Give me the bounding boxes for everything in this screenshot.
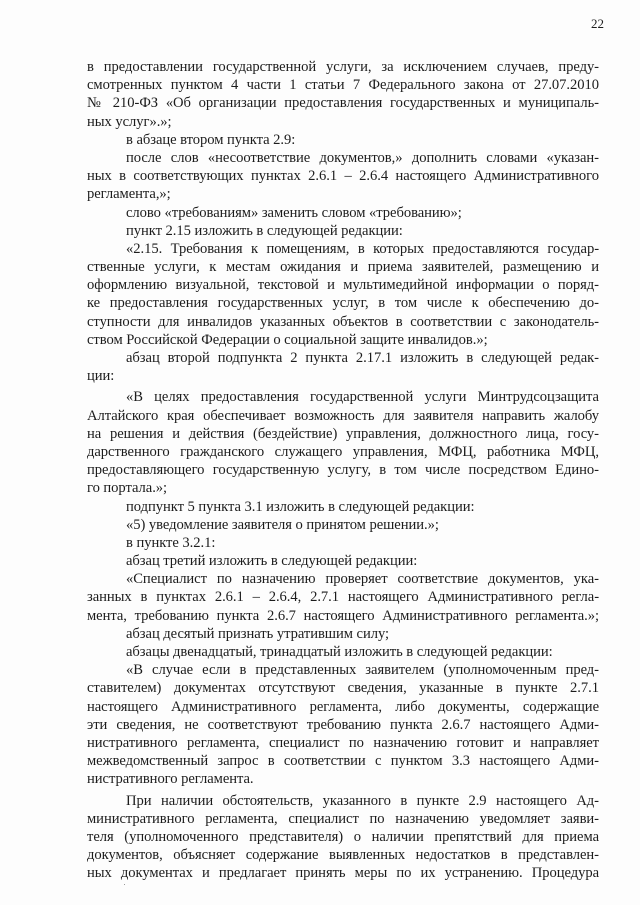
text-line: ных документах и предлагает принять меры по их устранению. Процедура: [87, 865, 599, 882]
text-line: межведомственный запрос в соответствии с пунктом 3.3 настоящего Адми-: [87, 753, 599, 770]
text-line: нистративного регламента.: [87, 771, 254, 788]
text-line: на решения и действия (бездействие) управления, должностного лица, госу-: [87, 425, 599, 442]
text-line: слово «требованиям» заменить словом «требованию»;: [126, 204, 462, 221]
text-line: ставителем) документах отсутствуют сведения, указанные в пункте 2.7.1: [87, 680, 599, 697]
text-line: дарственного гражданского служащего управления, МФЦ, работника МФЦ,: [87, 443, 599, 460]
text-line: ступности для инвалидов указанных объектов в соответствии с законодатель-: [87, 313, 599, 330]
text-line: ственные услуги, к местам ожидания и приема заявителей, размещению и: [87, 259, 599, 276]
text-line: настоящего Административного регламента, либо документы, содержащие: [87, 698, 599, 715]
text-line: в пункте 3.2.1:: [126, 534, 216, 551]
text-line: регламента,»;: [87, 186, 171, 203]
text-line: подпункт 5 пункта 3.1 изложить в следующей редакции:: [126, 498, 475, 515]
text-line: абзац второй подпункта 2 пункта 2.17.1 изложить в следующей редак-: [126, 350, 599, 366]
text-line: «2.15. Требования к помещениям, в которых предоставляются государ-: [126, 240, 599, 257]
text-line: теля (уполномоченного представителя) о наличии препятствий для приема: [87, 828, 599, 845]
text-line: пункт 2.15 изложить в следующей редакции:: [126, 222, 403, 239]
text-line: Алтайского края обеспечивает возможность для заявителя направить жалобу: [87, 407, 599, 424]
text-line: оформлению визуальной, текстовой и мультимедийной информации о поряд-: [87, 277, 599, 294]
scan-speck: [124, 884, 125, 885]
text-line: документов, объясняет содержание выявленных недостатков в представлен-: [87, 847, 599, 864]
text-line: «В случае если в представленных заявителем (уполномоченным пред-: [126, 662, 599, 679]
text-line: в предоставлении государственной услуги, за исключением случаев, преду-: [87, 59, 599, 75]
text-line: после слов «несоответствие документов,» дополнить словами «указан-: [126, 149, 599, 166]
text-line: «5) уведомление заявителя о принятом решении.»;: [126, 516, 439, 533]
page-number: 22: [591, 16, 604, 31]
text-line: «В целях предоставления государственной услуги Минтрудсоцзащита: [126, 389, 599, 406]
text-line: смотренных пунктом 4 части 1 статьи 7 Федерального закона от 27.07.2010: [87, 77, 599, 94]
text-line: При наличии обстоятельств, указанного в пункте 2.9 настоящего Ад-: [126, 792, 599, 809]
text-line: ции:: [87, 368, 115, 385]
text-line: абзац третий изложить в следующей редакции:: [126, 553, 418, 570]
text-line: предоставляющего государственную услугу, в том числе посредством Едино-: [87, 462, 599, 479]
text-line: ных в соответствующих пунктах 2.6.1 – 2.6.4 настоящего Административного: [87, 168, 599, 185]
text-line: нистративного регламента, специалист по назначению готовит и направляет: [87, 734, 599, 751]
text-line: мента, требованию пункта 2.6.7 настоящего Административного регламента.»;: [87, 607, 599, 624]
text-line: в абзаце втором пункта 2.9:: [126, 131, 296, 148]
text-line: занных в пунктах 2.6.1 – 2.6.4, 2.7.1 настоящего Административного регла-: [87, 589, 599, 606]
text-line: ке предоставления государственных услуг, в том числе к обеспечению до-: [87, 295, 599, 312]
text-line: абзацы двенадцатый, тринадцатый изложить в следующей редакции:: [126, 644, 553, 660]
text-line: ных услуг».»;: [87, 113, 172, 130]
text-line: эти сведения, не соответствуют требованию пункта 2.6.7 настоящего Адми-: [87, 716, 599, 733]
text-line: министративного регламента, специалист по назначению уведомляет заяви-: [87, 810, 599, 827]
text-line: ством Российской Федерации о социальной защите инвалидов.»;: [87, 331, 488, 348]
text-line: «Специалист по назначению проверяет соответствие документов, ука-: [126, 571, 599, 588]
text-line: абзац десятый признать утратившим силу;: [126, 625, 390, 642]
text-line: № 210-ФЗ «Об организации предоставления государственных и муниципаль-: [87, 95, 599, 112]
text-line: го портала.»;: [87, 480, 168, 497]
body-text: [87, 58, 599, 882]
